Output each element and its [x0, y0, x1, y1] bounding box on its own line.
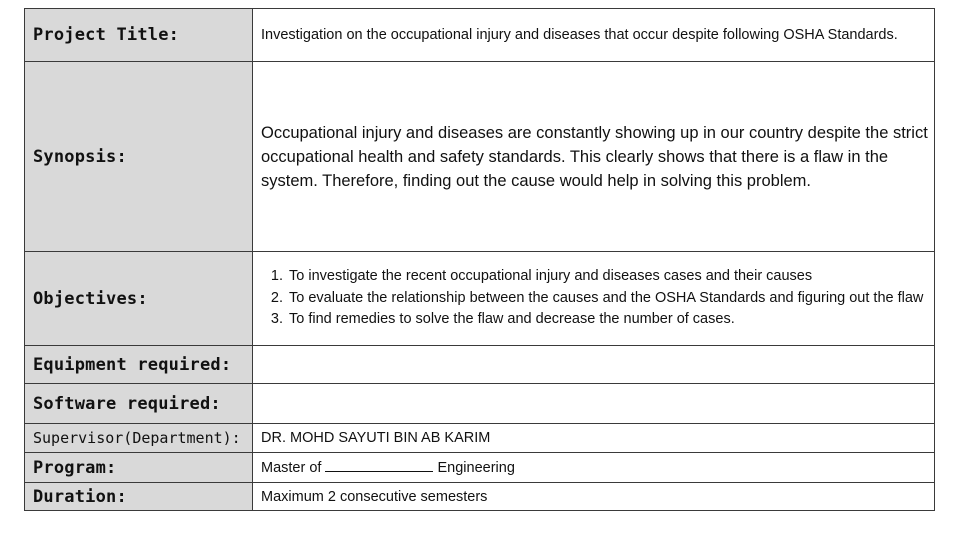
- synopsis-label: Synopsis:: [25, 62, 253, 252]
- row-duration: [25, 483, 935, 511]
- program-suffix: Engineering: [437, 459, 515, 476]
- equipment-label: Equipment required:: [25, 346, 253, 384]
- program-blank-line: [325, 457, 433, 472]
- duration-label: Duration:: [25, 483, 253, 511]
- objectives-label: Objectives:: [25, 252, 253, 346]
- row-synopsis: [25, 62, 935, 252]
- objective-item: 1. To investigate the recent occupational injury and diseases cases and their causes: [287, 266, 928, 288]
- row-objectives: [25, 252, 935, 346]
- program-label: Program:: [25, 453, 253, 483]
- project-title-label: Project Title:: [25, 9, 253, 62]
- objectives-list: [261, 266, 928, 331]
- equipment-value: [253, 346, 935, 384]
- row-program: [25, 453, 935, 483]
- software-label: Software required:: [25, 384, 253, 424]
- objectives-value: [253, 252, 935, 346]
- row-supervisor: [25, 424, 935, 453]
- synopsis-value: Occupational injury and diseases are constantly showing up in our country despite the strict occupational health and safety standards. This clearly shows that there is a flaw in the system. Therefore, finding out the cause would help in solving this problem.: [253, 62, 935, 252]
- row-equipment: [25, 346, 935, 384]
- row-project-title: [25, 9, 935, 62]
- program-value: [253, 453, 935, 483]
- duration-value: Maximum 2 consecutive semesters: [253, 483, 935, 511]
- supervisor-value: DR. MOHD SAYUTI BIN AB KARIM: [253, 424, 935, 453]
- row-software: [25, 384, 935, 424]
- project-title-value: Investigation on the occupational injury and diseases that occur despite following OSHA Standards.: [253, 9, 935, 62]
- program-prefix: Master of: [261, 459, 322, 476]
- software-value: [253, 384, 935, 424]
- supervisor-label: Supervisor(Department):: [25, 424, 253, 453]
- objective-item: 3. To find remedies to solve the flaw and decrease the number of cases.: [287, 309, 928, 331]
- objective-item: 2. To evaluate the relationship between the causes and the OSHA Standards and figuring out the flaw: [287, 288, 928, 310]
- proposal-form-table: [24, 8, 935, 511]
